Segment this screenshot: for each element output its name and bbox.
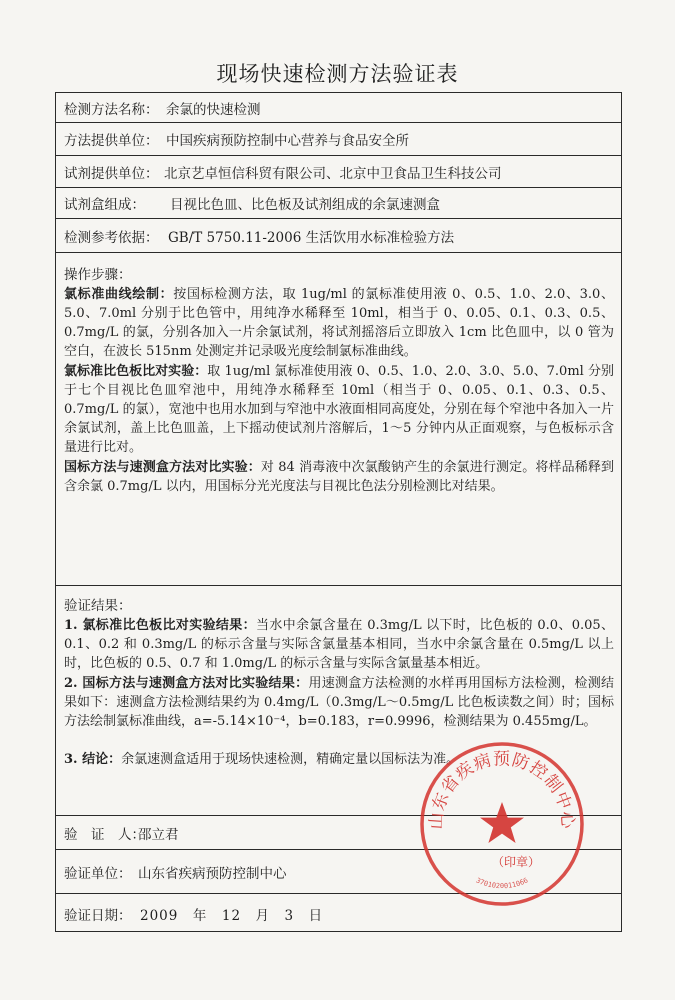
kit-composition-row [56,188,621,219]
verify-unit-value: 山东省疾病预防控制中心 [138,865,287,882]
kit-composition-value: 目视比色皿、比色板及试剂组成的余氯速测盒 [170,197,440,213]
reagent-provider-row [56,156,621,188]
page-title: 现场快速检测方法验证表 [216,62,459,86]
procedure-p1-text: 按国标检测方法，取 1ug/ml 的氯标准使用液 0、0.5、1.0、2.0、3.0、5.0、7.0ml 分别于比色管中，用纯净水稀释至 10ml，相当于 0、0.05、0.1、0.3、0.5、0.7mg/L 的氯，分别各加入一片余氯试剂，将试剂摇溶后立即放入 1cm 比色皿中，以 0 管为空白，在波长 515nm 处测定并记录吸光度绘制氯标准曲线。 [64,287,614,359]
result-2-text: 用速测盒方法检测的水样再用国标方法检测，检测结果如下：速测盒方法检测结果约为 0.4mg/L（0.3mg/L～0.5mg/L 比色板读数之间）时；国标方法绘制氯标准曲线，a=-5.14×10⁻⁴，b=0.183，r=0.9996，检测结果为 0.455mg/L。 [64,676,614,729]
result-item-1 [64,616,614,673]
method-name-value: 余氯的快速检测 [166,101,261,118]
procedure-heading: 操作步骤： [64,267,132,283]
reference-label: 检测参考依据： [64,229,159,246]
results-heading: 验证结果： [64,598,132,614]
result-3-text: 余氯速测盒适用于现场快速检测，精确定量以国标法为准。 [121,752,460,767]
procedure-p3-title: 国标方法与速测盒方法对比实验： [64,460,261,475]
result-2-title: 2. 国标方法与速测盒方法对比实验结果： [64,676,309,691]
method-name-row [56,93,621,123]
result-1-text: 当水中余氯含量在 0.3mg/L 以下时，比色板的 0.0、0.05、0.1、0.2 和 0.3mg/L 的标示含量与实际含氯量基本相同，当水中余氯含量在 0.5mg/L 以上时，比色板的 0.5、0.7 和 1.0mg/L 的标示含量与实际含氯量基本相近。 [64,618,614,671]
result-1-title: 1. 氯标准比色板比对实验结果： [64,618,256,633]
seal-star-icon [480,802,524,843]
method-provider-value: 中国疾病预防控制中心营养与食品安全所 [166,133,409,149]
reference-row [56,219,621,253]
reagent-provider-value: 北京艺卓恒信科贸有限公司、北京中卫食品卫生科技公司 [164,165,502,182]
verify-unit-label: 验证单位： [64,865,132,882]
result-3-title: 3. 结论： [64,752,122,767]
result-item-2 [64,674,614,731]
seal-ring-text: 山东省疾病预防控制中心 [426,749,578,831]
procedure-p3-text: 对 84 消毒液中次氯酸钠产生的余氯进行测定。将样品稀释到含余氯 0.7mg/L 以内，用国标分光光度法与目视比色法分别检测比对结果。 [64,460,614,494]
reagent-provider-label: 试剂提供单位： [64,165,159,182]
procedure-p1-title: 氯标准曲线绘制： [64,287,174,302]
seal-serial: 3701020011066 [474,876,530,891]
kit-composition-label: 试剂盒组成： [64,197,145,213]
seal-center-text: （印章） [492,855,541,869]
procedure-section [56,253,621,586]
method-provider-label: 方法提供单位： [64,133,159,149]
reference-value: GB/T 5750.11-2006 生活饮用水标准检验方法 [168,229,455,246]
verify-date-value: 2009 年 12 月 3 日 [140,907,324,924]
procedure-paragraph-2 [64,362,614,457]
official-seal-stamp [418,740,586,908]
verifier-value: 邵立君 [138,826,179,843]
procedure-p2-text: 取 1ug/ml 氯标准使用液 0、0.5、1.0、2.0、3.0、5.0、7.0ml 分别于七个目视比色皿窄池中，用纯净水稀释至 10ml（相当于 0、0.05、0.1、0.3、0.5、0.7mg/L 的氯），宽池中也用水加到与窄池中水液面相同高度处，分别在每个窄池中各加入一片余氯试剂，盖上比色皿盖，上下摇动使试剂片溶解后，1～5 分钟内从正面观察，与色板标示含量进行比对。 [64,364,614,455]
svg-text:3701020011066 [475,876,530,890]
procedure-p2-title: 氯标准比色板比对实验： [64,364,208,379]
method-name-label: 检测方法名称： [64,101,159,118]
verify-date-label: 验证日期： [64,907,132,924]
verifier-label: 验 证 人： [64,826,145,843]
procedure-paragraph-1 [64,285,614,361]
method-provider-row [56,123,621,156]
procedure-paragraph-3 [64,458,614,496]
